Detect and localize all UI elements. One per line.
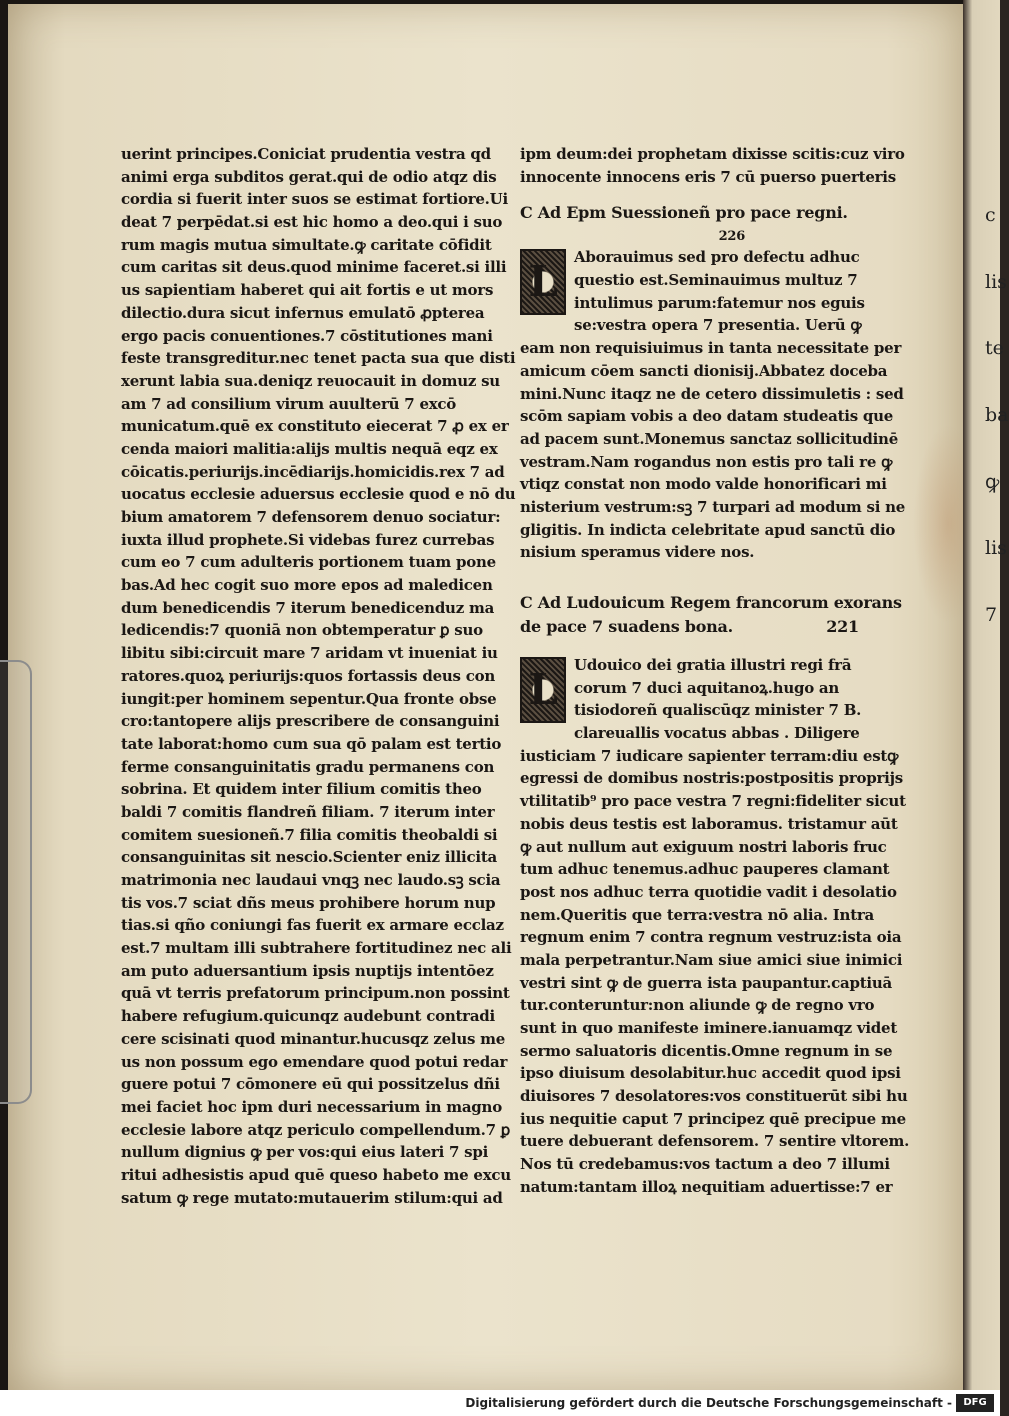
text-line: tis vos.7 sciat dñs meus prohibere horum nup xyxy=(121,893,496,912)
text-line: us sapientiam haberet qui ait fortis e ut mors xyxy=(121,281,494,300)
next-page-line: lis xyxy=(985,537,1007,560)
text-line: uerint principes.Coniciat prudentia vestra qd xyxy=(121,145,491,163)
text-line: diuisores 7 desolatores:vos constituerūt sibi hu xyxy=(520,1087,908,1106)
text-line: ferme consanguinitatis gradu permanens con xyxy=(121,757,495,776)
next-page-line: ꝙ xyxy=(985,470,1000,493)
initial-letter: L xyxy=(528,257,558,307)
text-line: bium amatorem 7 defensorem denuo sociatur: xyxy=(121,508,501,526)
text-line: se:vestra opera 7 presentia. Uerū ꝙ xyxy=(574,316,862,335)
letter-body xyxy=(520,246,906,564)
text-line: tate laborat:homo cum sua qō palam est tertio xyxy=(121,734,502,753)
next-page-line: 7 xyxy=(985,604,998,627)
text-line: intulimus parum:fatemur nos eguis xyxy=(574,293,865,312)
text-line: comitem suesioneñ.7 filia comitis theobaldi si xyxy=(121,825,498,844)
text-line: amicum cōem sancti dionisij.Abbatez doceba xyxy=(520,361,888,380)
text-line: sunt in quo manifeste iminere.ianuamqz videt xyxy=(520,1019,897,1037)
text-line: Aborauimus sed pro defectu adhuc xyxy=(574,248,860,267)
text-line: tur.conteruntur:non aliunde ꝙ de regno vro xyxy=(520,996,875,1015)
text-line: bas.Ad hec cogit suo more epos ad maledicen xyxy=(121,576,493,595)
text-line: nullum dignius ꝙ per vos:qui eius lateri 7 spi xyxy=(121,1143,489,1162)
text-line: habere refugium.quicunqz audebunt contradi xyxy=(121,1007,495,1026)
decorated-initial xyxy=(520,249,566,315)
spacer xyxy=(520,564,895,578)
initial-letter: L xyxy=(528,665,558,714)
text-line: cum caritas sit deus.quod minime faceret.si illi xyxy=(121,258,507,277)
letter-lines xyxy=(520,654,910,1199)
spacer xyxy=(520,578,895,592)
text-line: nisium speramus videre nos. xyxy=(520,543,755,562)
letter-lines xyxy=(520,246,906,564)
text-line: regnum enim 7 contra regnum vestruz:ista oia xyxy=(520,928,902,947)
text-line: nobis deus testis est laboramus. tristamur aūt xyxy=(520,814,898,833)
text-line: rum magis mutua simultate.ꝙ caritate cōfidit xyxy=(121,235,492,254)
text-line: ius nequitie caput 7 principez quē precipue me xyxy=(520,1109,906,1128)
text-line: satum ꝙ rege mutato:mutauerim stilum:qui ad xyxy=(121,1188,503,1207)
left-column xyxy=(121,143,516,1209)
text-line: mei faciet hoc ipm duri necessarium in magno xyxy=(121,1097,502,1116)
decorated-initial xyxy=(520,657,566,723)
letter-number: 221 xyxy=(826,617,859,636)
text-line: quā vt terris prefatorum principum.non possint xyxy=(121,984,510,1003)
text-line: corum 7 duci aquitanoꝝ.hugo an xyxy=(574,678,840,697)
text-line: ecclesie labore atqz periculo compellendum.7 ꝑ xyxy=(121,1120,511,1139)
text-line: am 7 ad consilium virum auulterū 7 excō xyxy=(121,394,457,413)
text-line: iuxta illud prophete.Si videbas furez currebas xyxy=(121,530,495,549)
text-line: mala perpetrantur.Nam siue amici siue inimici xyxy=(520,950,903,969)
letter-heading: C Ad Epm Suessioneñ pro pace regni. xyxy=(520,203,848,223)
page-tab-marker xyxy=(0,660,32,1104)
letter-heading-text: de pace 7 suadens bona. xyxy=(520,617,733,636)
text-line: cordia si fuerit inter suos se estimat fortiore.Ui xyxy=(121,190,508,209)
text-line: iusticiam 7 iudicare sapienter terram:diu estꝙ xyxy=(520,746,899,765)
text-line: ad pacem sunt.Monemus sanctaz sollicitudinē xyxy=(520,429,899,448)
next-page-line: te xyxy=(985,337,1004,360)
text-line: sermo saluatoris dicentis.Omne regnum in se xyxy=(520,1041,893,1060)
text-line: ledicendis:7 quoniā non obtemperatur ꝑ suo xyxy=(121,621,483,640)
text-line: clareuallis vocatus abbas . Diligere xyxy=(574,724,860,743)
text-line: innocente innocens eris 7 cū puerso puerteris xyxy=(520,167,896,186)
next-page-fragment xyxy=(985,160,1009,671)
text-line: scōm sapiam vobis a deo datam studeatis que xyxy=(520,407,894,426)
text-line: uocatus ecclesie aduersus ecclesie quod e nō du xyxy=(121,485,516,504)
next-page-line: c xyxy=(985,204,996,226)
text-line: tisiodoreñ qualiscūqz minister 7 B. xyxy=(574,701,862,720)
text-line: xerunt labia sua.deniqz reuocauit in domuz su xyxy=(121,371,500,390)
text-line: cro:tantopere alijs prescribere de consanguini xyxy=(121,712,500,731)
text-line: mini.Nunc itaqz ne de cetero dissimuletis : sed xyxy=(520,384,904,403)
letter-heading: C Ad Ludouicum Regem francorum exorans xyxy=(520,593,902,612)
text-line: ratores.quoꝝ periurijs:quos fortassis deus con xyxy=(121,666,495,685)
text-line: consanguinitas sit nescio.Scienter eniz illicita xyxy=(121,848,497,867)
text-line: cenda maiori malitia:alijs multis nequā eqz ex xyxy=(121,439,498,458)
text-line: animi erga subditos gerat.qui de odio atqz dis xyxy=(121,167,497,186)
text-line: am puto aduersantium ipsis nuptijs intentōez xyxy=(121,961,494,980)
spacer xyxy=(520,188,895,202)
text-line: ipm deum:dei prophetam dixisse scitis:cuz viro xyxy=(520,145,905,163)
dfg-logo: DFG xyxy=(956,1394,994,1412)
text-line: municatum.quē ex constituto eiecerat 7 ꝓ ex er xyxy=(121,417,509,436)
text-line: ergo pacis conuentiones.7 cōstitutiones mani xyxy=(121,326,493,345)
text-line: questio est.Seminauimus multuz 7 xyxy=(574,271,858,290)
text-line: feste transgreditur.nec tenet pacta sua que disti xyxy=(121,349,516,368)
text-line: gligitis. In indicta celebritate apud sanctū dio xyxy=(520,520,896,539)
text-line: post nos adhuc terra quotidie vadit i desolatio xyxy=(520,882,897,901)
text-line: libitu sibi:circuit mare 7 aridam vt inueniat iu xyxy=(121,644,498,663)
text-line: guere potui 7 cōmonere eū qui possitzelus dñi xyxy=(121,1075,500,1094)
footer-bar xyxy=(0,1390,1000,1416)
text-line: matrimonia nec laudaui vnqꝫ nec laudo.sꝫ scia xyxy=(121,871,501,889)
letter-number: 226 xyxy=(718,229,745,245)
text-line: Nos tū credebamus:vos tactum a deo 7 illumi xyxy=(520,1155,890,1174)
text-line: est.7 multam illi subtrahere fortitudinez nec ali xyxy=(121,939,512,958)
text-line: sobrina. Et quidem inter filium comitis theo xyxy=(121,780,482,799)
text-line: baldi 7 comitis flandreñ filiam. 7 iterum inter xyxy=(121,802,495,821)
text-line: tum adhuc tenemus.adhuc pauperes clamant xyxy=(520,860,890,879)
text-line: cere scisinati quod minantur.hucusqz zelus me xyxy=(121,1029,506,1048)
text-line: vtilitatib⁹ pro pace vestra 7 regni:fideliter sicut xyxy=(520,792,906,811)
letter-heading-cont xyxy=(520,616,895,640)
text-line: deat 7 perpēdat.si est hic homo a deo.qui i suo xyxy=(121,213,503,232)
text-line: ꝙ aut nullum aut exiguum nostri laboris fruc xyxy=(520,837,887,856)
text-line: dum benedicendis 7 iterum benedicenduz ma xyxy=(121,598,495,617)
text-line: tias.si qño coniungi fas fuerit ex armare ecclaz xyxy=(121,916,504,935)
funding-note: Digitalisierung gefördert durch die Deutsche Forschungsgemeinschaft - xyxy=(465,1396,952,1410)
text-line: ipso diuisum desolabitur.huc accedit quod ipsi xyxy=(520,1064,901,1083)
text-line: eam non requisiuimus in tanta necessitate per xyxy=(520,339,902,358)
text-line: tuere debuerant defensorem. 7 sentire vltorem. xyxy=(520,1132,910,1151)
letter-body xyxy=(520,654,910,1199)
text-line: nisterium vestrum:sꝫ 7 turpari ad modum si ne xyxy=(520,497,906,516)
text-line: vestram.Nam rogandus non estis pro tali re ꝙ xyxy=(520,452,893,471)
next-page-line: lis xyxy=(985,270,1007,293)
text-line: nem.Queritis que terra:vestra nō alia. Intra xyxy=(520,905,875,924)
text-line: cōicatis.periurijs.incēdiarijs.homicidis.rex 7 ad xyxy=(121,462,505,481)
text-line: cum eo 7 cum adulteris portionem tuam pone xyxy=(121,553,496,572)
text-line: natum:tantam illoꝝ nequitiam aduertisse:7 er xyxy=(520,1177,893,1196)
text-line: ritui adhesistis apud quē queso habeto me excu xyxy=(121,1165,511,1184)
text-line: vestri sint ꝙ de guerra ista paupantur.captiuā xyxy=(520,973,892,992)
text-line: us non possum ego emendare quod potui redar xyxy=(121,1052,508,1071)
text-line: iungit:per hominem sepentur.Qua fronte obse xyxy=(121,689,497,708)
text-line: vtiqz constat non modo valde honorificari mi xyxy=(520,475,887,494)
spacer xyxy=(520,640,895,654)
text-line: dilectio.dura sicut infernus emulatō ꝓpterea xyxy=(121,303,485,322)
next-page-line: ba xyxy=(985,404,1009,427)
text-line: egressi de domibus nostris:postpositis proprijs xyxy=(520,769,903,788)
right-column xyxy=(520,143,910,1199)
text-line: Udouico dei gratia illustri regi frā xyxy=(574,656,852,674)
